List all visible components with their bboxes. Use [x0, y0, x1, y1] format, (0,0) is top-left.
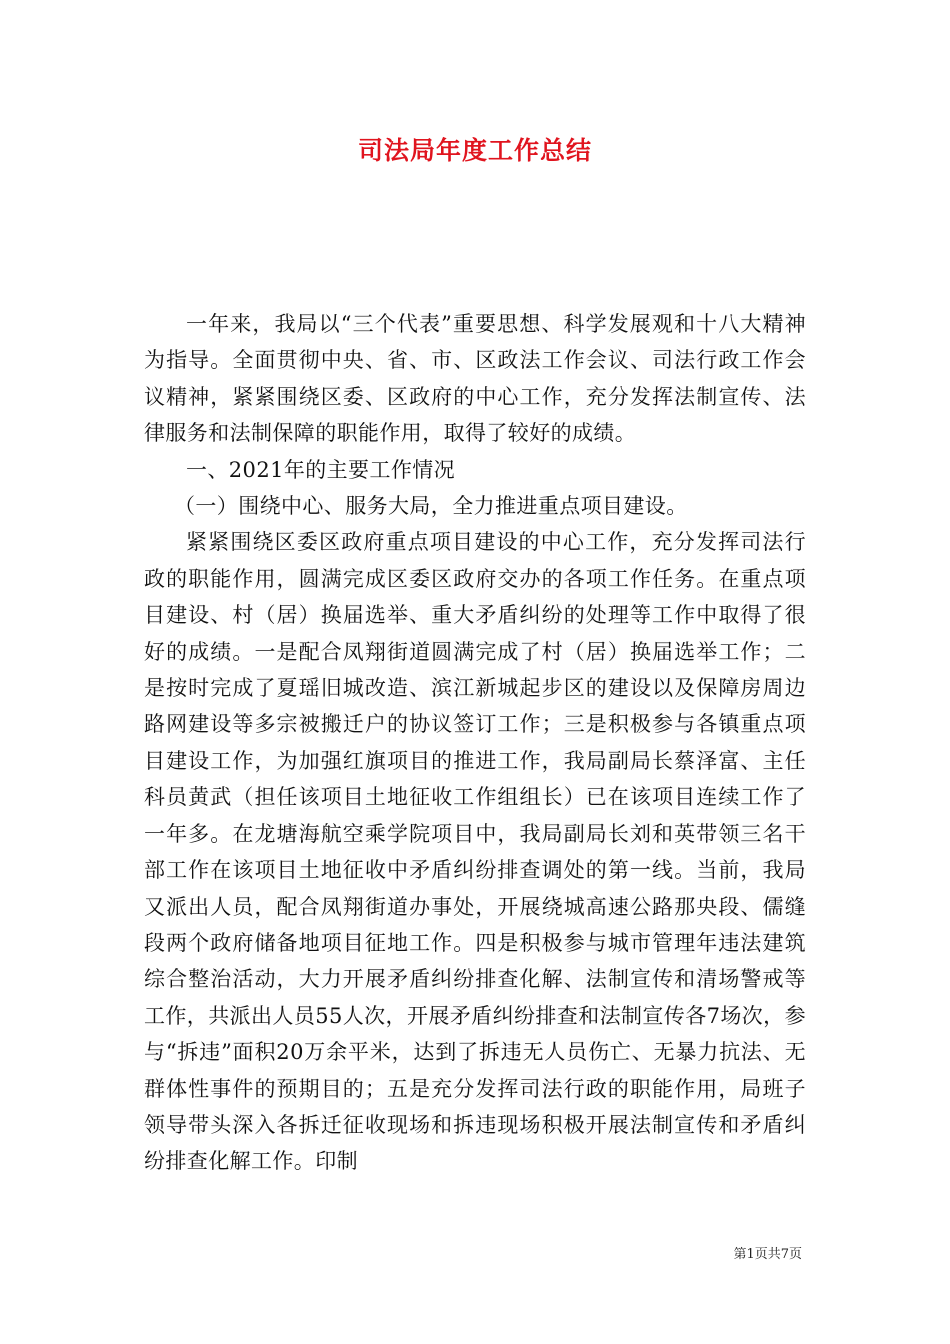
paragraph-body: 紧紧围绕区委区政府重点项目建设的中心工作，充分发挥司法行政的职能作用，圆满完成区委区政府交办的各项工作任务。在重点项目建设、村（居）换届选举、重大矛盾纠纷的处理等工作中取得了很好的成绩。一是配合凤翔街道圆满完成了村（居）换届选举工作；二是按时完成了夏瑶旧城改造、滨江新城起步区的建设以及保障房周边路网建设等多宗被搬迁户的协议签订工作；三是积极参与各镇重点项目建设工作，为加强红旗项目的推进工作，我局副局长蔡泽富、主任科员黄武（担任该项目土地征收工作组组长）已在该项目连续工作了一年多。在龙塘海航空乘学院项目中，我局副局长刘和英带领三名干部工作在该项目土地征收中矛盾纠纷排查调处的第一线。当前，我局又派出人员，配合凤翔街道办事处，开展绕城高速公路那央段、儒缝段两个政府储备地项目征地工作。四是积极参与城市管理年违法建筑综合整治活动，大力开展矛盾纠纷排查化解、法制宣传和清场警戒等工作，共派出人员55人次，开展矛盾纠纷排查和法制宣传各7场次，参与“拆违”面积20万余平米，达到了拆违无人员伤亡、无暴力抗法、无群体性事件的预期目的；五是充分发挥司法行政的职能作用，局班子领导带头深入各拆迁征收现场和拆违现场积极开展法制宣传和矛盾纠纷排查化解工作。印制: [144, 530, 806, 1174]
document-body: [144, 306, 806, 1180]
paragraph-intro: 一年来，我局以“三个代表”重要思想、科学发展观和十八大精神为指导。全面贯彻中央、省、市、区政法工作会议、司法行政工作会议精神，紧紧围绕区委、区政府的中心工作，充分发挥法制宣传、法律服务和法制保障的职能作用，取得了较好的成绩。: [144, 312, 806, 446]
subsection-heading: （一）围绕中心、服务大局，全力推进重点项目建设。: [174, 494, 688, 519]
page-number: 第1页共7页: [733, 1247, 802, 1262]
page-title: 司法局年度工作总结: [357, 136, 592, 165]
section-heading: 一、2021年的主要工作情况: [186, 457, 456, 482]
